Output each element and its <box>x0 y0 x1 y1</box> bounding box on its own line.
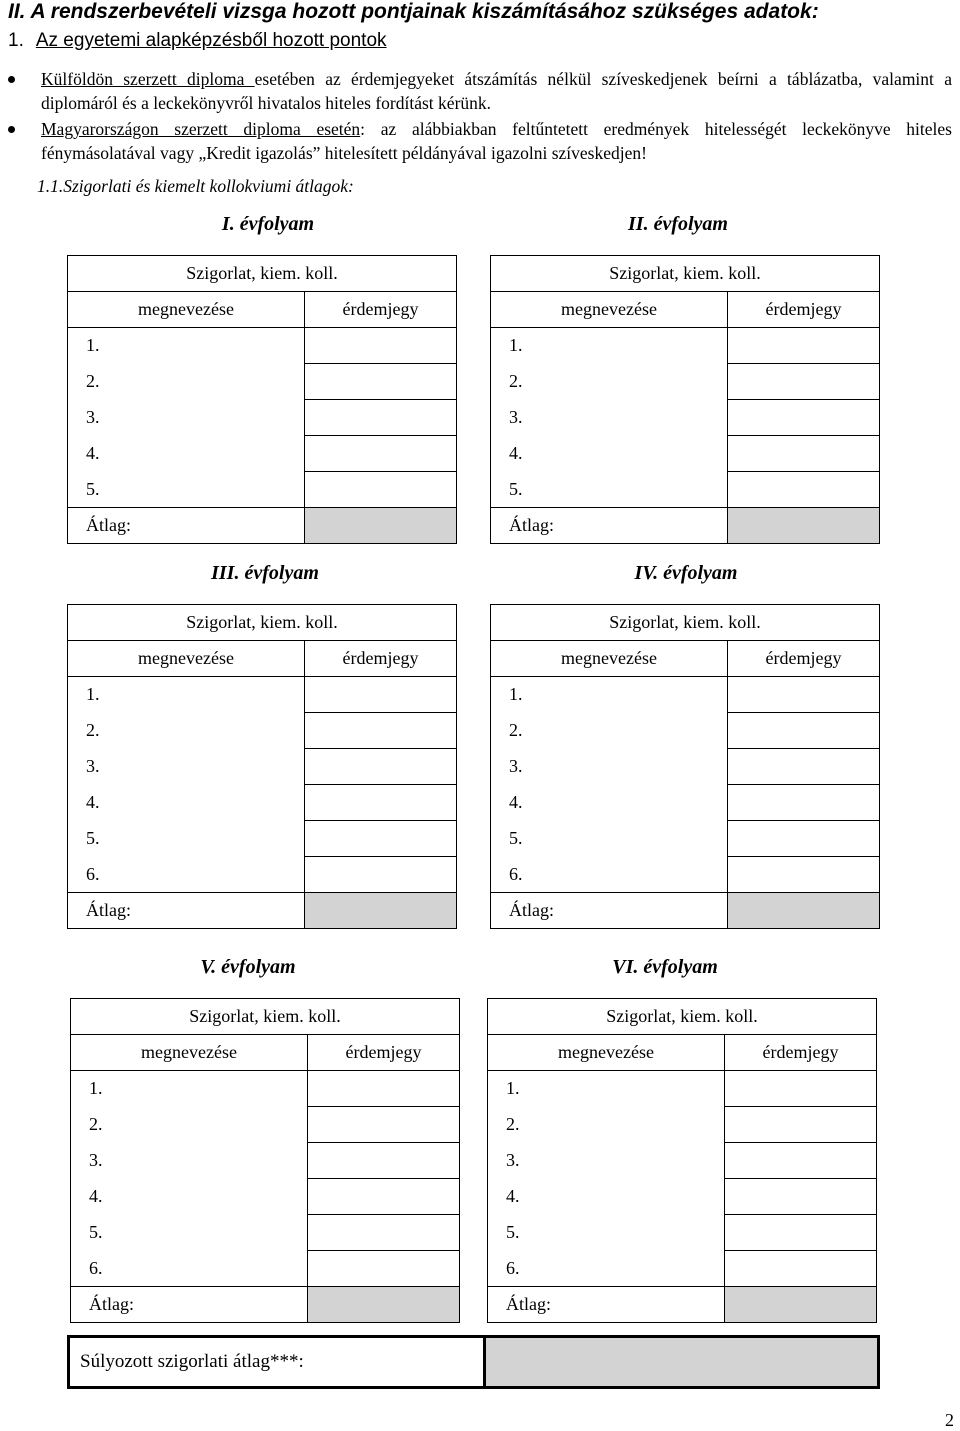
header-grade: érdemjegy <box>728 641 880 677</box>
header-name: megnevezése <box>68 641 305 677</box>
average-label: Átlag: <box>68 893 305 929</box>
grade-cell[interactable] <box>305 677 457 713</box>
grade-cell[interactable] <box>308 1143 460 1179</box>
weighted-average-input[interactable] <box>485 1337 879 1388</box>
table-row <box>71 1251 460 1287</box>
grade-cell[interactable] <box>305 821 457 857</box>
average-label: Átlag: <box>491 508 728 544</box>
grade-cell[interactable] <box>728 857 880 893</box>
subsection-heading: 1.1.Szigorlati és kiemelt kollokviumi átlagok: <box>37 176 354 196</box>
row-number[interactable]: 3. <box>71 1143 308 1179</box>
table-row <box>68 749 457 785</box>
header-grade: érdemjegy <box>728 292 880 328</box>
row-number[interactable]: 2. <box>491 364 728 400</box>
year-label: III. évfolyam <box>211 562 319 584</box>
table-row <box>491 328 880 364</box>
year-grade-table <box>67 255 457 544</box>
header-grade: érdemjegy <box>308 1035 460 1071</box>
grade-cell[interactable] <box>725 1251 877 1287</box>
average-cell[interactable] <box>305 508 457 544</box>
row-number[interactable]: 6. <box>488 1251 725 1287</box>
row-number[interactable]: 1. <box>68 328 305 364</box>
section-heading <box>8 30 387 52</box>
average-cell[interactable] <box>308 1287 460 1323</box>
row-number[interactable]: 5. <box>488 1215 725 1251</box>
average-cell[interactable] <box>728 893 880 929</box>
row-number[interactable]: 6. <box>491 857 728 893</box>
year-grade-table <box>67 604 457 929</box>
row-number[interactable]: 3. <box>491 749 728 785</box>
grade-cell[interactable] <box>305 436 457 472</box>
grade-cell[interactable] <box>728 472 880 508</box>
grade-cell[interactable] <box>728 821 880 857</box>
grade-cell[interactable] <box>728 400 880 436</box>
table-row <box>491 400 880 436</box>
header-grade: érdemjegy <box>725 1035 877 1071</box>
row-number[interactable]: 6. <box>71 1251 308 1287</box>
header-name: megnevezése <box>68 292 305 328</box>
grade-cell[interactable] <box>728 436 880 472</box>
year-grade-table <box>490 255 880 544</box>
grade-cell[interactable] <box>305 785 457 821</box>
row-number[interactable]: 1. <box>68 677 305 713</box>
bullet-text: : az alábbiakban feltűntetett eredmények hitelességét leckekönyve hiteles fénymásolatával vagy „Kredit igazolás” hitelesített példányával igazolni szíveskedjen! <box>41 119 952 163</box>
table-row <box>68 328 457 364</box>
average-cell[interactable] <box>305 893 457 929</box>
row-number[interactable]: 2. <box>68 364 305 400</box>
page-number: 2 <box>945 1410 954 1430</box>
table-row <box>68 821 457 857</box>
bullet-emphasis: Magyarországon szerzett diploma esetén <box>41 119 361 139</box>
bullet-domestic-diploma <box>8 117 952 165</box>
row-number[interactable]: 1. <box>491 677 728 713</box>
table-row <box>488 1179 877 1215</box>
page-heading: II. A rendszerbevételi vizsga hozott pontjainak kiszámításához szükséges adatok: <box>8 0 819 23</box>
row-number[interactable]: 6. <box>68 857 305 893</box>
grade-cell[interactable] <box>305 472 457 508</box>
grade-cell[interactable] <box>305 857 457 893</box>
row-number[interactable]: 1. <box>71 1071 308 1107</box>
bullet-emphasis: Külföldön szerzett diploma <box>41 69 255 89</box>
table-row <box>68 785 457 821</box>
row-number[interactable]: 2. <box>491 713 728 749</box>
grade-cell[interactable] <box>308 1107 460 1143</box>
grade-cell[interactable] <box>728 328 880 364</box>
table-row <box>71 1071 460 1107</box>
row-number[interactable]: 4. <box>71 1179 308 1215</box>
year-label: VI. évfolyam <box>612 956 718 978</box>
header-group: Szigorlat, kiem. koll. <box>491 256 880 292</box>
grade-cell[interactable] <box>728 677 880 713</box>
table-row <box>68 400 457 436</box>
row-number[interactable]: 3. <box>488 1143 725 1179</box>
table-row <box>71 1215 460 1251</box>
header-group: Szigorlat, kiem. koll. <box>68 605 457 641</box>
table-row <box>491 364 880 400</box>
grade-cell[interactable] <box>308 1071 460 1107</box>
table-row <box>491 472 880 508</box>
row-number[interactable]: 4. <box>68 785 305 821</box>
year-label: II. évfolyam <box>628 213 728 235</box>
weighted-average-table <box>67 1335 880 1389</box>
grade-cell[interactable] <box>308 1251 460 1287</box>
year-grade-table <box>487 998 877 1323</box>
grade-cell[interactable] <box>728 713 880 749</box>
average-label: Átlag: <box>68 508 305 544</box>
row-number[interactable]: 1. <box>488 1071 725 1107</box>
year-label: V. évfolyam <box>200 956 296 978</box>
header-name: megnevezése <box>71 1035 308 1071</box>
grade-cell[interactable] <box>725 1071 877 1107</box>
table-row <box>491 821 880 857</box>
table-row <box>488 1251 877 1287</box>
header-group: Szigorlat, kiem. koll. <box>491 605 880 641</box>
row-number[interactable]: 4. <box>68 436 305 472</box>
table-row <box>491 785 880 821</box>
row-number[interactable]: 5. <box>68 821 305 857</box>
table-row <box>488 1071 877 1107</box>
grade-cell[interactable] <box>308 1179 460 1215</box>
grade-cell[interactable] <box>725 1215 877 1251</box>
average-cell[interactable] <box>728 508 880 544</box>
bullet-text: esetében az érdemjegyeket átszámítás nélkül szíveskedjenek beírni a táblázatba, valamint a diplomáról és a leckekönyvről hivatalos hiteles fordítást kérünk. <box>41 69 952 113</box>
row-number[interactable]: 1. <box>491 328 728 364</box>
header-group: Szigorlat, kiem. koll. <box>488 999 877 1035</box>
row-number[interactable]: 2. <box>68 713 305 749</box>
row-number[interactable]: 4. <box>488 1179 725 1215</box>
row-number[interactable]: 3. <box>491 400 728 436</box>
row-number[interactable]: 2. <box>71 1107 308 1143</box>
table-row <box>491 713 880 749</box>
average-cell[interactable] <box>725 1287 877 1323</box>
table-row <box>488 1143 877 1179</box>
row-number[interactable]: 5. <box>71 1215 308 1251</box>
grade-cell[interactable] <box>305 364 457 400</box>
grade-cell[interactable] <box>305 400 457 436</box>
year-label: I. évfolyam <box>221 213 315 235</box>
year-grade-table <box>70 998 460 1323</box>
header-name: megnevezése <box>488 1035 725 1071</box>
header-name: megnevezése <box>491 641 728 677</box>
grade-cell[interactable] <box>725 1143 877 1179</box>
row-number[interactable]: 4. <box>491 436 728 472</box>
table-row <box>488 1215 877 1251</box>
header-name: megnevezése <box>491 292 728 328</box>
table-row <box>68 472 457 508</box>
grade-cell[interactable] <box>305 328 457 364</box>
grade-cell[interactable] <box>305 749 457 785</box>
table-row <box>71 1143 460 1179</box>
weighted-average-label: Súlyozott szigorlati átlag***: <box>69 1337 485 1388</box>
bullet-dot-icon <box>8 126 15 133</box>
grade-cell[interactable] <box>725 1179 877 1215</box>
row-number[interactable]: 3. <box>68 400 305 436</box>
grade-cell[interactable] <box>728 785 880 821</box>
table-row <box>491 677 880 713</box>
table-row <box>68 364 457 400</box>
table-row <box>68 436 457 472</box>
table-row <box>68 677 457 713</box>
table-row <box>68 857 457 893</box>
row-number[interactable]: 5. <box>491 821 728 857</box>
table-row <box>491 749 880 785</box>
year-label: IV. évfolyam <box>634 562 738 584</box>
average-label: Átlag: <box>491 893 728 929</box>
grade-cell[interactable] <box>728 364 880 400</box>
table-row <box>71 1179 460 1215</box>
header-grade: érdemjegy <box>305 641 457 677</box>
header-group: Szigorlat, kiem. koll. <box>71 999 460 1035</box>
bullet-dot-icon <box>8 76 15 83</box>
grade-cell[interactable] <box>725 1107 877 1143</box>
grade-cell[interactable] <box>728 749 880 785</box>
row-number[interactable]: 3. <box>68 749 305 785</box>
section-number: 1. <box>8 30 24 51</box>
header-grade: érdemjegy <box>305 292 457 328</box>
grade-cell[interactable] <box>305 713 457 749</box>
row-number[interactable]: 5. <box>491 472 728 508</box>
row-number[interactable]: 4. <box>491 785 728 821</box>
bullet-foreign-diploma <box>8 67 952 115</box>
row-number[interactable]: 5. <box>68 472 305 508</box>
average-label: Átlag: <box>71 1287 308 1323</box>
table-row <box>491 857 880 893</box>
section-title: Az egyetemi alapképzésből hozott pontok <box>35 30 387 51</box>
row-number[interactable]: 2. <box>488 1107 725 1143</box>
year-grade-table <box>490 604 880 929</box>
table-row <box>71 1107 460 1143</box>
table-row <box>68 713 457 749</box>
table-row <box>491 436 880 472</box>
table-row <box>488 1107 877 1143</box>
grade-cell[interactable] <box>308 1215 460 1251</box>
header-group: Szigorlat, kiem. koll. <box>68 256 457 292</box>
average-label: Átlag: <box>488 1287 725 1323</box>
